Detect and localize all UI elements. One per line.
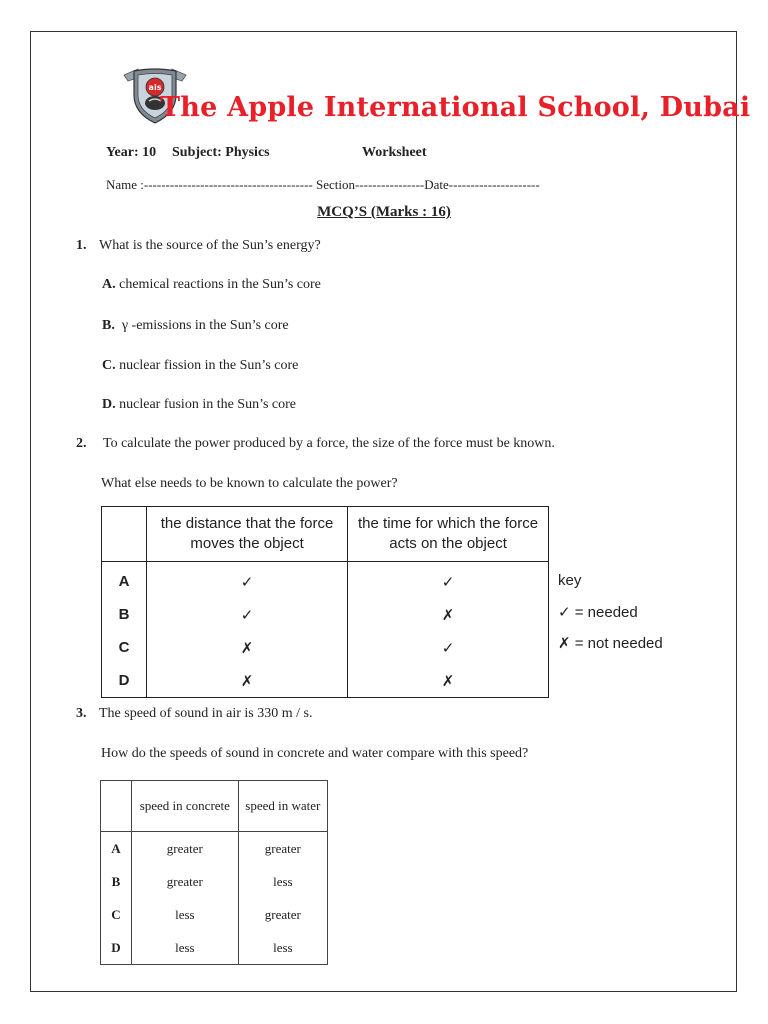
- table-header-cell: speed in water: [238, 781, 327, 832]
- question-3-subtext: How do the speeds of sound in concrete and water compare with this speed?: [101, 746, 529, 761]
- question-2-subtext: What else needs to be known to calculate the power?: [101, 476, 398, 491]
- table-row: [102, 664, 549, 698]
- table-cell: less: [238, 931, 327, 965]
- table-cell: ✗: [348, 664, 549, 698]
- question-3-text: The speed of sound in air is 330 m / s.: [99, 706, 313, 721]
- table-cell: ✓: [147, 598, 348, 631]
- question-3-number: 3.: [76, 706, 87, 721]
- key-needed: ✓ = needed: [558, 604, 638, 621]
- table-header-cell: the distance that the force moves the object: [147, 507, 348, 562]
- table-cell: greater: [132, 832, 239, 866]
- question-3-table: [100, 780, 328, 965]
- table-cell: less: [132, 931, 239, 965]
- row-letter: A: [102, 562, 147, 599]
- section-title: MCQ’S (Marks : 16): [317, 204, 451, 220]
- table-row: [102, 631, 549, 664]
- question-1-option-b: B. γ -emissions in the Sun’s core: [102, 318, 289, 333]
- question-1-option-d: D. nuclear fusion in the Sun’s core: [102, 397, 297, 412]
- row-letter: A: [101, 832, 132, 866]
- question-2-table: [101, 506, 549, 698]
- key-title: key: [558, 572, 582, 589]
- table-row: [101, 865, 328, 898]
- table-cell: less: [238, 865, 327, 898]
- key-not-needed: ✗ = not needed: [558, 635, 663, 652]
- table-row: [102, 562, 549, 599]
- table-cell: ✓: [348, 562, 549, 599]
- table-header-cell: speed in concrete: [132, 781, 239, 832]
- row-letter: D: [102, 664, 147, 698]
- table-header-row: [102, 507, 549, 562]
- table-cell: greater: [132, 865, 239, 898]
- table-header-cell: [101, 781, 132, 832]
- question-1-option-a: A. chemical reactions in the Sun’s core: [102, 277, 321, 292]
- question-1-text: What is the source of the Sun’s energy?: [99, 238, 321, 253]
- row-letter: B: [101, 865, 132, 898]
- table-cell: ✗: [147, 664, 348, 698]
- table-cell: less: [132, 898, 239, 931]
- subject-label: Subject: Physics: [172, 145, 270, 160]
- question-1-number: 1.: [76, 238, 87, 253]
- question-2-text: To calculate the power produced by a force, the size of the force must be known.: [103, 436, 555, 451]
- school-name: The Apple International School, Dubai: [160, 92, 751, 123]
- table-row: [101, 832, 328, 866]
- table-cell: ✗: [348, 598, 549, 631]
- table-header-row: [101, 781, 328, 832]
- row-letter: D: [101, 931, 132, 965]
- table-header-cell: the time for which the force acts on the object: [348, 507, 549, 562]
- year-label: Year: 10: [106, 145, 157, 160]
- question-1-option-c: C. nuclear fission in the Sun’s core: [102, 358, 299, 373]
- table-cell: ✓: [147, 562, 348, 599]
- table-cell: ✗: [147, 631, 348, 664]
- table-cell: greater: [238, 832, 327, 866]
- row-letter: C: [101, 898, 132, 931]
- row-letter: B: [102, 598, 147, 631]
- question-2-number: 2.: [76, 436, 87, 451]
- table-row: [101, 898, 328, 931]
- name-section-date-line: Name :--------------------------------------- Section----------------Date---------------------: [106, 177, 540, 192]
- row-letter: C: [102, 631, 147, 664]
- table-row: [101, 931, 328, 965]
- table-cell: greater: [238, 898, 327, 931]
- table-row: [102, 598, 549, 631]
- worksheet-label: Worksheet: [362, 145, 427, 160]
- table-cell: ✓: [348, 631, 549, 664]
- table-header-cell: [102, 507, 147, 562]
- svg-text:ais: ais: [148, 83, 162, 92]
